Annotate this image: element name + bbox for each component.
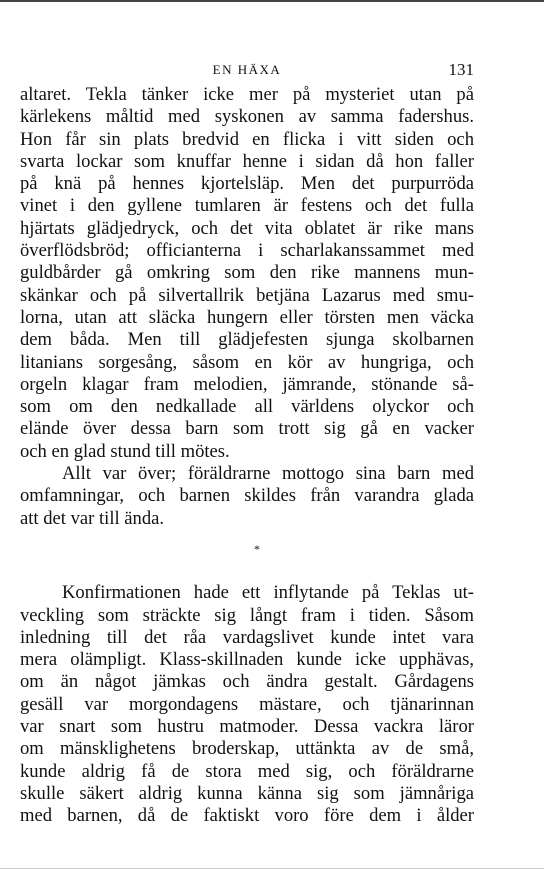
text-line: Hon får sin plats bredvid en flicka i vitt siden och <box>20 128 474 150</box>
text-line: och en glad stund till mötes. <box>20 440 230 462</box>
text-line: altaret. Tekla tänker icke mer på mysteriet utan på <box>20 84 474 105</box>
top-edge-rule <box>0 0 544 2</box>
text-line: elände över dessa barn som trott sig gå en vacker <box>20 418 474 440</box>
text-line: veckling som sträckte sig långt fram i tiden. Såsom <box>20 604 474 626</box>
bottom-edge-rule <box>0 868 544 869</box>
body-text <box>20 84 474 828</box>
text-line: som om den nedkallade all världens olyckor och <box>20 396 474 418</box>
text-line: gesäll var morgondagens mästare, och tjänarinnan <box>20 693 474 715</box>
text-line: om än något jämkas och ändra gestalt. Gårdagens <box>20 671 474 693</box>
text-line: på knä på hennes kjortelsläp. Men det purpurröda <box>20 173 474 195</box>
text-line: att det var till ända. <box>20 507 165 529</box>
text-line: inledning till det råa vardagslivet kunde intet vara <box>20 626 474 648</box>
text-line: Konfirmationen hade ett inflytande på Teklas ut- <box>62 582 474 604</box>
text-line: litanians sorgesång, såsom en kör av hungriga, och <box>20 351 474 373</box>
page-number: 131 <box>448 60 474 79</box>
paragraph <box>20 463 474 530</box>
text-line: skänkar och på silvertallrik betjäna Lazarus med smu- <box>20 284 474 306</box>
section-gap <box>20 560 474 582</box>
text-line: om mänsklighetens broderskap, uttänkta av de små, <box>20 738 474 760</box>
text-line: omfamningar, och barnen skildes från varandra glada <box>20 485 474 507</box>
text-line: överflödsbröd; officianterna i scharlakanssammet med <box>20 240 474 262</box>
text-line: hjärtats glädjedryck, och det vita oblatet är rike mans <box>20 217 474 239</box>
text-line: guldbårder gå omkring som den rike mannens mun- <box>20 262 474 284</box>
text-line: skulle säkert aldrig kunna känna sig som jämnåriga <box>20 782 474 804</box>
text-line: Allt var över; föräldrarne mottogo sina barn med <box>62 463 474 485</box>
running-title: EN HÄXA <box>212 62 282 77</box>
text-line: kärlekens måltid med syskonen av samma fadershus. <box>20 106 474 128</box>
text-line: dem båda. Men till glädjefesten sjunga skolbarnen <box>20 329 474 351</box>
paragraph <box>20 84 474 463</box>
text-line: svarta lockar som knuffar henne i sidan då hon faller <box>20 150 474 172</box>
text-line: med barnen, då de faktiskt voro före dem i ålder <box>20 805 474 827</box>
text-line: vinet i den gyllene tumlaren är festens och det fulla <box>20 195 474 217</box>
section-separator: * <box>254 541 260 556</box>
text-line: orgeln klagar fram melodien, jämrande, stönande så- <box>20 373 474 395</box>
text-line: mera olämpligt. Klass-skillnaden kunde icke upphävas, <box>20 649 474 671</box>
paragraph <box>20 582 474 827</box>
running-head <box>20 59 474 81</box>
text-line: kunde aldrig få de stora med sig, och föräldrarne <box>20 760 474 782</box>
text-line: lorna, utan att släcka hungern eller törsten men väcka <box>20 306 474 328</box>
text-line: var snart som hustru matmoder. Dessa vackra läror <box>20 716 474 738</box>
